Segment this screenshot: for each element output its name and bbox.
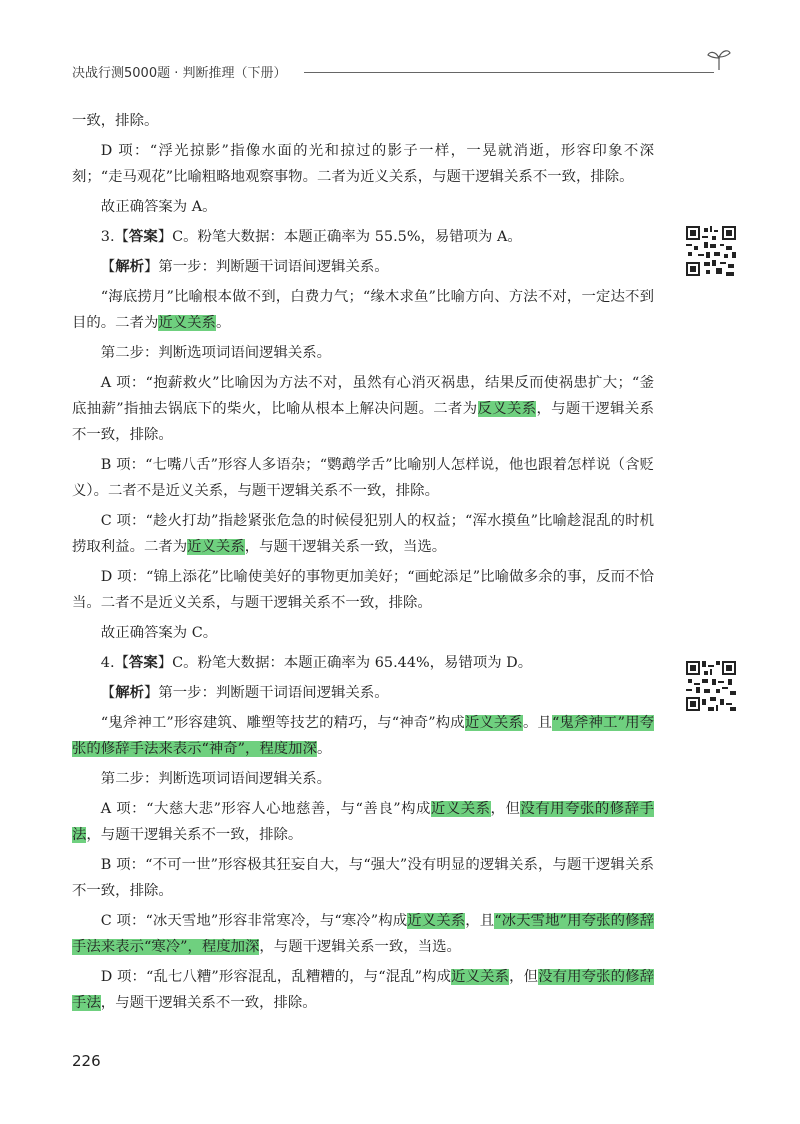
q4-option-b: B 项：“不可一世”形容极其狂妄自大，与“强大”没有明显的逻辑关系，与题干逻辑关系不一致，排除。: [72, 857, 654, 899]
q3-conclusion: 故正确答案为 C。: [100, 625, 218, 641]
q3-analysis: 【解析】第一步：判断题干词语间逻辑关系。: [100, 258, 389, 275]
highlight: 近义关系: [464, 715, 523, 731]
page-number: 226: [72, 1052, 101, 1070]
qr-code-icon[interactable]: [686, 661, 736, 711]
q3-stem: “海底捞月”比喻根本做不到，白费力气；“缘木求鱼”比喻方向、方法不对，一定达不到目的。二者为近义关系。: [72, 289, 654, 331]
q3-answer: 3.【答案】C。粉笔大数据：本题正确率为 55.5%，易错项为 A。: [100, 228, 522, 245]
highlight: 近义关系: [430, 801, 491, 817]
q3-step2: 第二步：判断选项词语间逻辑关系。: [100, 345, 332, 361]
highlight: “冰天雪地”用夸张的修辞手法来表示“寒冷”，程度加深: [72, 913, 654, 955]
q3-option-a: A 项：“抱薪救火”比喻因为方法不对，虽然有心消灭祸患，结果反而使祸患扩大；“釜底抽薪”指抽去锅底下的柴火，比喻从根本上解决问题。二者为反义关系，与题干逻辑关系不一致，排除。: [72, 375, 654, 443]
analysis-label: 解析: [115, 684, 144, 701]
highlight: 近义关系: [187, 539, 245, 555]
conclusion: 故正确答案为 A。: [100, 199, 217, 215]
highlight: 没有用夸张的修辞手法: [72, 969, 654, 1011]
q4-answer: 4.【答案】C。粉笔大数据：本题正确率为 65.44%，易错项为 D。: [100, 654, 533, 671]
highlight: 反义关系: [477, 401, 537, 417]
q4-step2: 第二步：判断选项词语间逻辑关系。: [100, 771, 332, 787]
highlight: 没有用夸张的修辞手法: [72, 801, 654, 843]
answer-label: 答案: [128, 228, 158, 245]
analysis-label: 解析: [115, 258, 144, 275]
q4-option-a: A 项：“大慈大悲”形容人心地慈善，与“善良”构成近义关系，但没有用夸张的修辞手法，与题干逻辑关系不一致，排除。: [72, 801, 654, 843]
q4-option-c: C 项：“冰天雪地”形容非常寒冷，与“寒冷”构成近义关系，且“冰天雪地”用夸张的修辞手法来表示“寒冷”，程度加深，与题干逻辑关系一致，当选。: [72, 913, 654, 955]
qr-code-icon[interactable]: [686, 226, 736, 276]
q4-analysis: 【解析】第一步：判断题干词语间逻辑关系。: [100, 684, 389, 701]
paragraph: 一致，排除。: [72, 113, 159, 129]
q3-option-c: C 项：“趁火打劫”指趁紧张危急的时候侵犯别人的权益；“浑水摸鱼”比喻趁混乱的时机捞取利益。二者为近义关系，与题干逻辑关系一致，当选。: [72, 513, 654, 555]
leaf-sprout-icon: [706, 46, 732, 72]
answer-label: 答案: [128, 654, 158, 671]
book-title: 决战行测5000题 · 判断推理（下册）: [72, 66, 287, 81]
highlight: 近义关系: [451, 969, 510, 985]
page-content: [72, 108, 654, 1020]
highlight: 近义关系: [407, 913, 466, 929]
highlight: 近义关系: [158, 315, 216, 331]
q3-option-d: D 项：“锦上添花”比喻使美好的事物更加美好；“画蛇添足”比喻做多余的事，反而不恰当。二者不是近义关系，与题干逻辑关系不一致，排除。: [72, 569, 654, 611]
q4-option-d: D 项：“乱七八糟”形容混乱，乱糟糟的，与“混乱”构成近义关系，但没有用夸张的修辞手法，与题干逻辑关系不一致，排除。: [72, 969, 654, 1011]
running-header: [72, 60, 732, 86]
q3-option-b: B 项：“七嘴八舌”形容人多语杂；“鹦鹉学舌”比喻别人怎样说，他也跟着怎样说（含贬义）。二者不是近义关系，与题干逻辑关系不一致，排除。: [72, 457, 654, 499]
highlight: “鬼斧神工”用夸张的修辞手法来表示“神奇”，程度加深: [72, 715, 654, 757]
option-d-prev: D 项：“浮光掠影”指像水面的光和掠过的影子一样，一晃就消逝，形容印象不深刻；“走马观花”比喻粗略地观察事物。二者为近义关系，与题干逻辑关系不一致，排除。: [72, 143, 654, 185]
q4-stem: “鬼斧神工”形容建筑、雕塑等技艺的精巧，与“神奇”构成近义关系。且“鬼斧神工”用夸张的修辞手法来表示“神奇”，程度加深。: [72, 715, 654, 757]
header-rule: [304, 72, 714, 73]
